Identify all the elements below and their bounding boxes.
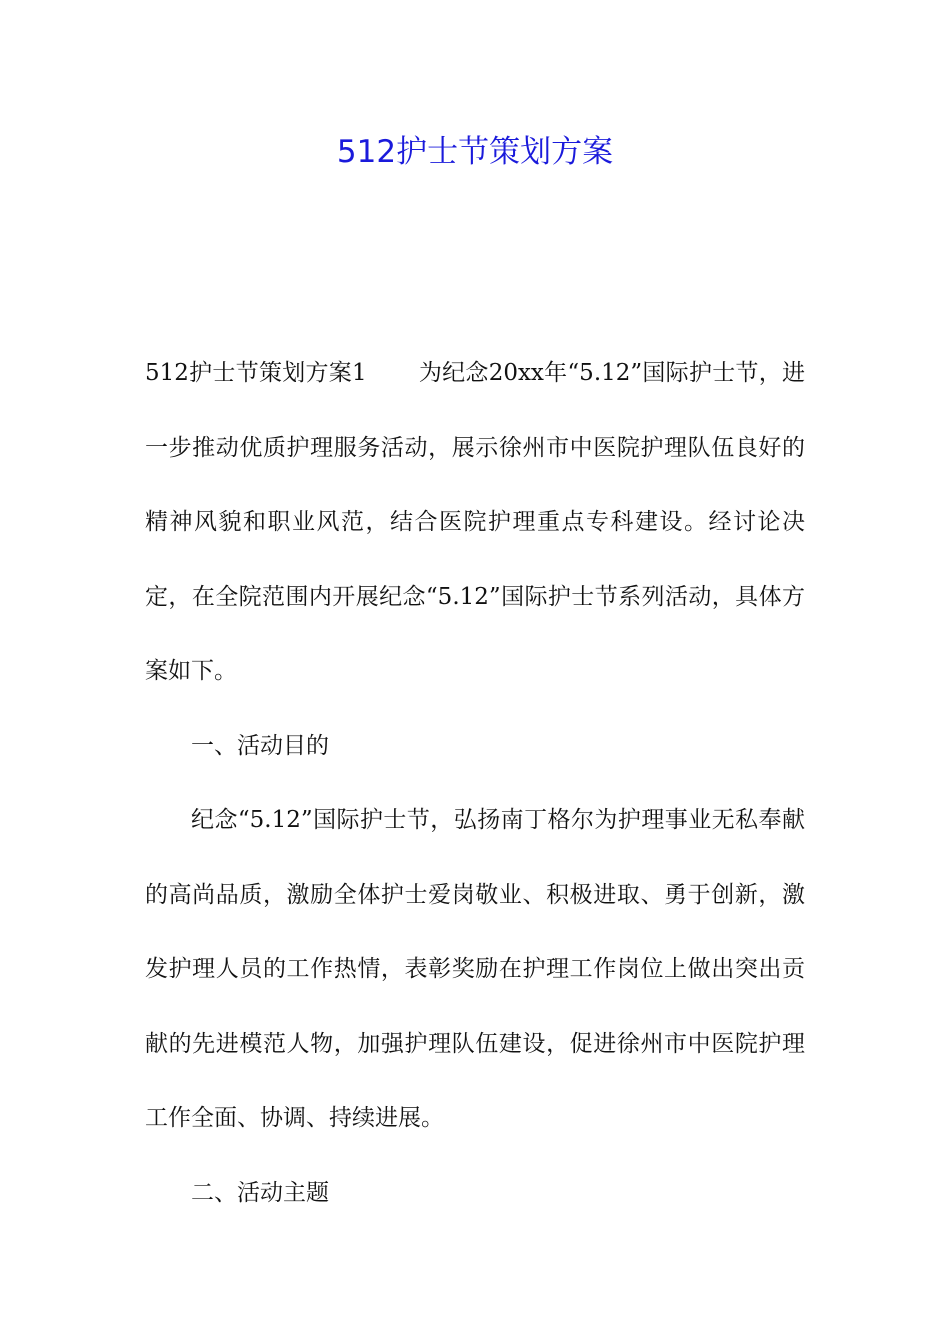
intro-text: 为纪念20xx年“5.12”国际护士节，进一步推动优质护理服务活动，展示徐州市中医院护理队伍良好的精神风貌和职业风范，结合医院护理重点专科建设。经讨论决定，在全院范围内开展纪念“5.12”国际护士节系列活动，具体方案如下。: [145, 360, 805, 684]
section-heading-theme: 二、活动主题: [191, 1179, 329, 1206]
document-title: 512护士节策划方案: [336, 134, 614, 170]
purpose-paragraph: 纪念“5.12”国际护士节，弘扬南丁格尔为护理事业无私奉献的高尚品质，激励全体护士爱岗敬业、积极进取、勇于创新，激发护理人员的工作热情，表彰奖励在护理工作岗位上做出突出贡献的先进模范人物，加强护理队伍建设，促进徐州市中医院护理工作全面、协调、持续进展。: [145, 807, 805, 1131]
intro-paragraph: [145, 336, 805, 709]
intro-lead: 512护士节策划方案1: [145, 360, 367, 386]
section-heading-purpose: 一、活动目的: [191, 732, 329, 759]
document-body: [145, 336, 805, 1230]
